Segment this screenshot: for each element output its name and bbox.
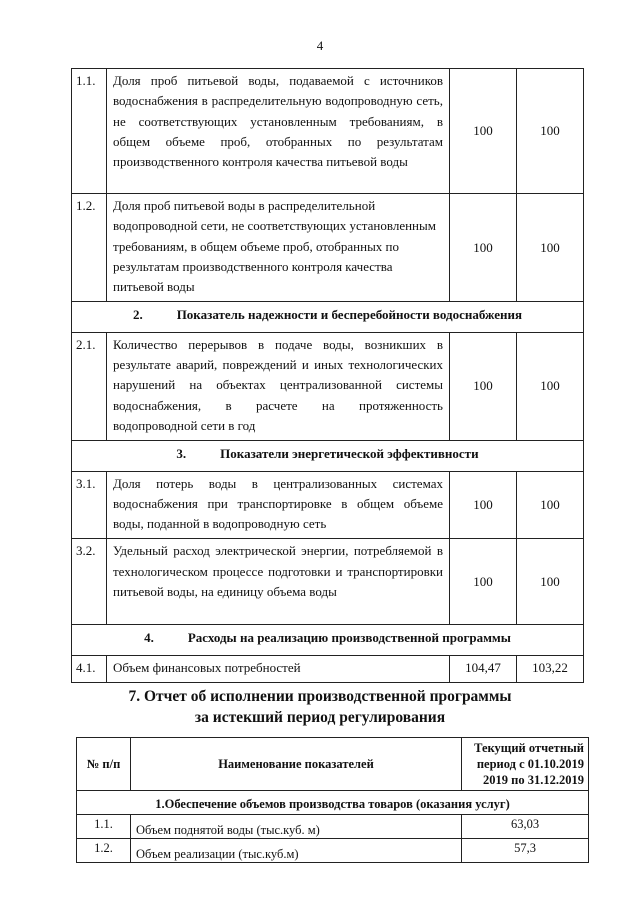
indicator-description: Доля проб питьевой воды в распределительной водопроводной сети, не соответствующих установленным требованиям, в общем объеме проб, отобранных по результатам производственного контроля качества питьевой воды xyxy=(107,194,450,302)
row-number: 1.1. xyxy=(72,69,107,194)
section-title: 1.Обеспечение объемов производства товаров (оказания услуг) xyxy=(77,791,589,815)
row-number: 1.2. xyxy=(72,194,107,302)
report-title-line1: 7. Отчет об исполнении производственной программы xyxy=(128,688,512,705)
indicator-description: Удельный расход электрической энергии, потребляемой в технологическом процессе подготовки и транспортировки питьевой воды, на единицу объема воды xyxy=(107,539,450,625)
row-number: 2.1. xyxy=(72,332,107,440)
section-label: Расходы на реализацию производственной программы xyxy=(187,630,511,646)
indicator-value-fact: 100 xyxy=(517,539,584,625)
indicator-value-fact: 100 xyxy=(517,69,584,194)
table-row xyxy=(77,839,589,863)
header-period xyxy=(462,738,589,791)
section-title xyxy=(72,441,584,471)
header-period-line3: 2019 по 31.12.2019 xyxy=(483,773,584,787)
indicator-description: Доля проб питьевой воды, подаваемой с источников водоснабжения в распределительную водопроводную сеть, не соответствующих установленным требованиям, в общем объеме проб, отобранных по результатам производственного контроля качества питьевой воды xyxy=(107,69,450,194)
indicator-description: Объем поднятой воды (тыс.куб. м) xyxy=(131,815,462,839)
header-row xyxy=(77,738,589,791)
indicator-value-plan: 100 xyxy=(450,69,517,194)
section-label: Показатели энергетической эффективности xyxy=(220,446,479,462)
indicator-value-fact: 100 xyxy=(517,332,584,440)
report-title xyxy=(0,686,640,728)
indicator-description: Количество перерывов в подаче воды, возникших в результате аварий, повреждений и иных технологических нарушений на объектах централизованной системы водоснабжения, в расчете на протяженность водопроводной сети в год xyxy=(107,332,450,440)
indicator-description: Доля потерь воды в централизованных системах водоснабжения при транспортировке в общем объеме воды, поданной в водопроводную сеть xyxy=(107,471,450,539)
section-title xyxy=(72,302,584,332)
indicator-description: Объем финансовых потребностей xyxy=(107,655,450,682)
indicator-value: 63,03 xyxy=(462,815,589,839)
indicator-value-plan: 104,47 xyxy=(450,655,517,682)
header-name: Наименование показателей xyxy=(131,738,462,791)
indicator-value-plan: 100 xyxy=(450,539,517,625)
section-row xyxy=(77,791,589,815)
row-number: 3.2. xyxy=(72,539,107,625)
row-number: 1.2. xyxy=(77,839,131,863)
indicator-description: Объем реализации (тыс.куб.м) xyxy=(131,839,462,863)
row-number: 1.1. xyxy=(77,815,131,839)
indicator-value-fact: 103,22 xyxy=(517,655,584,682)
table-row xyxy=(72,539,584,625)
section-title xyxy=(72,625,584,655)
header-num: № п/п xyxy=(77,738,131,791)
report-table xyxy=(76,737,589,863)
section-number: 3. xyxy=(176,446,187,462)
section-number: 4. xyxy=(144,630,154,646)
table-row xyxy=(72,655,584,682)
row-number: 4.1. xyxy=(72,655,107,682)
indicator-value-plan: 100 xyxy=(450,194,517,302)
indicator-value-fact: 100 xyxy=(517,471,584,539)
header-period-line1: Текущий отчетный xyxy=(474,741,584,755)
indicator-value-fact: 100 xyxy=(517,194,584,302)
indicator-value: 57,3 xyxy=(462,839,589,863)
section-row xyxy=(72,302,584,332)
table-row xyxy=(77,815,589,839)
report-title-line2: за истекший период регулирования xyxy=(194,709,446,726)
section-row xyxy=(72,441,584,471)
indicator-value-plan: 100 xyxy=(450,471,517,539)
table-row xyxy=(72,194,584,302)
table-row xyxy=(72,332,584,440)
table-row xyxy=(72,69,584,194)
indicator-value-plan: 100 xyxy=(450,332,517,440)
section-label: Показатель надежности и бесперебойности водоснабжения xyxy=(176,307,523,323)
header-period-line2: период с 01.10.2019 xyxy=(476,757,584,771)
table-row xyxy=(72,471,584,539)
indicators-table xyxy=(71,68,584,683)
page-number: 4 xyxy=(316,38,324,53)
section-row xyxy=(72,625,584,655)
section-number: 2. xyxy=(132,307,143,323)
row-number: 3.1. xyxy=(72,471,107,539)
